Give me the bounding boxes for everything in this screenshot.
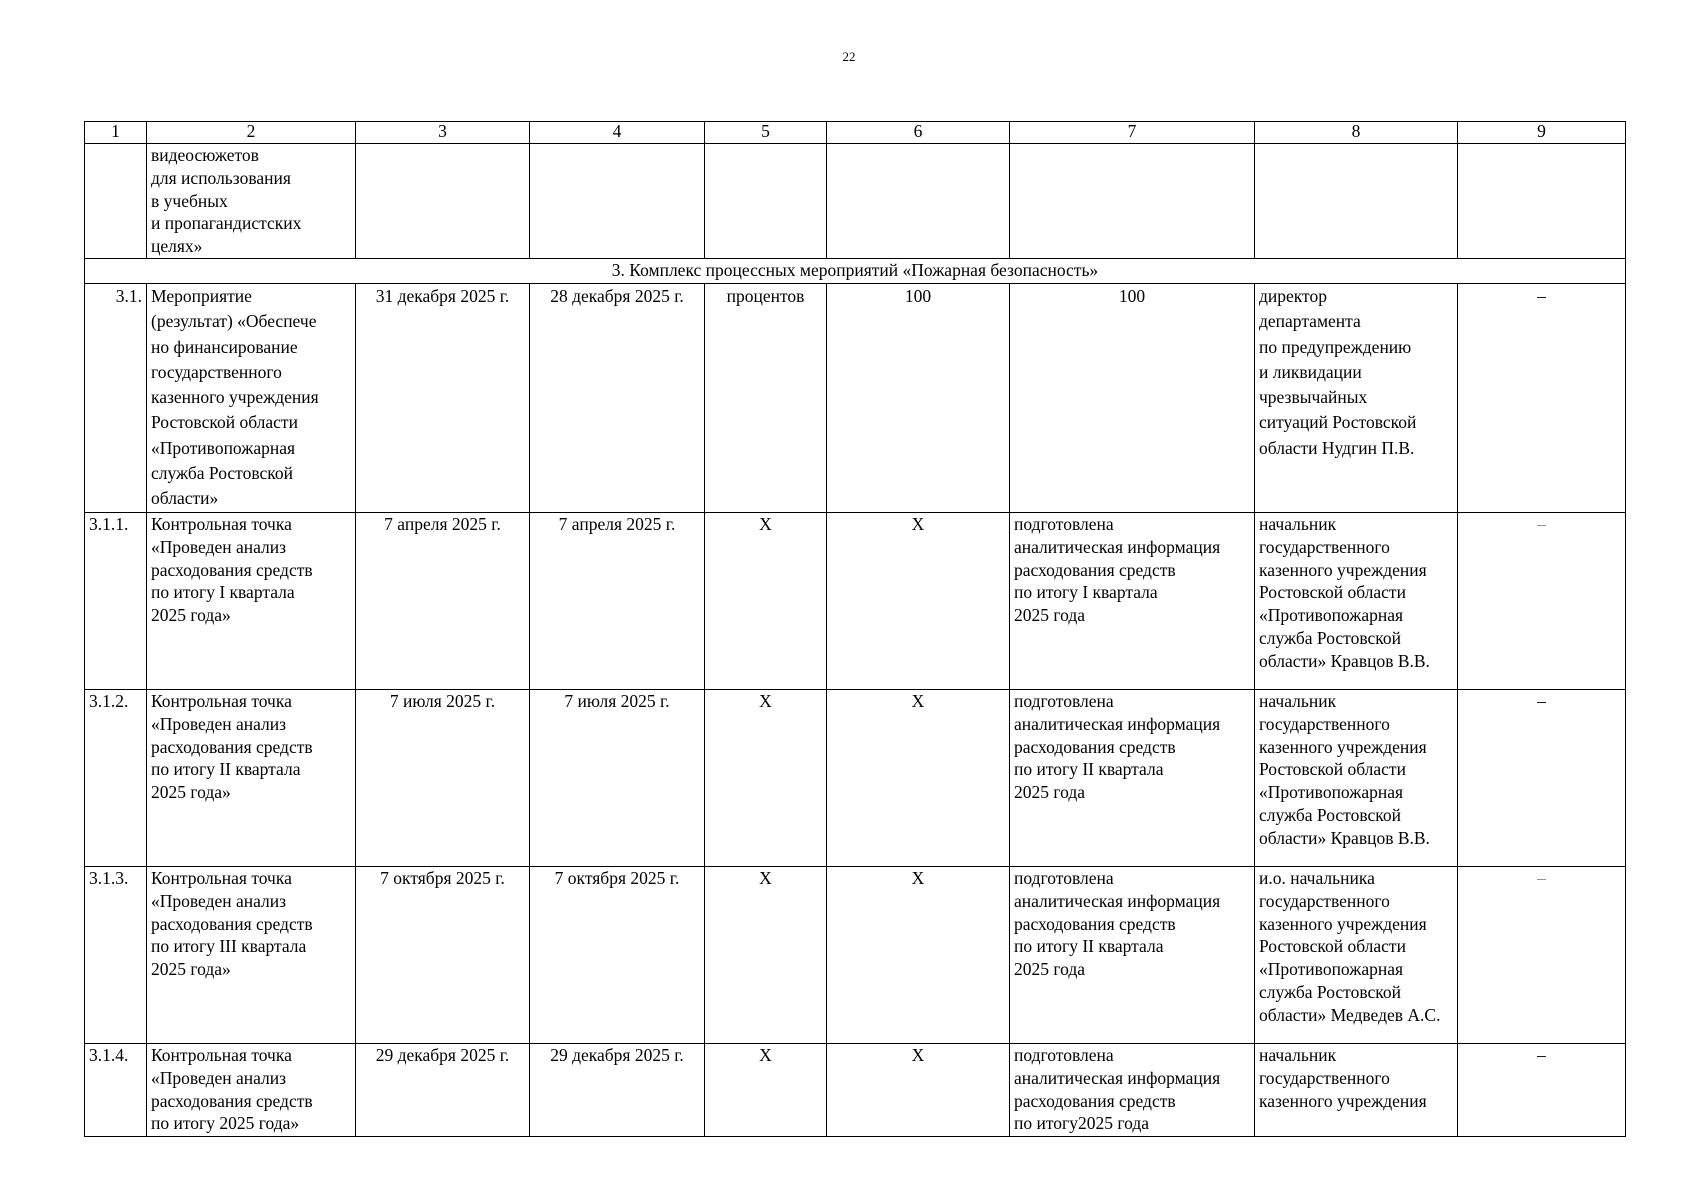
cell-date-plan: 7 апреля 2025 г. [356, 513, 530, 690]
cell-value-fact: подготовлена аналитическая информация расходования средств по итогу II квартала 2025 года [1010, 690, 1255, 867]
cell-unit: X [705, 867, 827, 1044]
column-number: 6 [827, 122, 1010, 144]
cell-note: – [1458, 867, 1626, 1044]
cell-name: видеосюжетов для использования в учебных и пропагандистских целях» [147, 144, 356, 259]
cell-value-fact: подготовлена аналитическая информация расходования средств по итогу2025 года [1010, 1044, 1255, 1137]
table-row [85, 513, 1626, 690]
cell-value-fact [1010, 144, 1255, 259]
cell-date-fact: 7 апреля 2025 г. [530, 513, 705, 690]
column-number: 7 [1010, 122, 1255, 144]
cell-responsible: директор департамента по предупреждению и ликвидации чрезвычайных ситуаций Ростовской области Нудгин П.В. [1255, 284, 1458, 513]
cell-name: Контрольная точка «Проведен анализ расходования средств по итогу II квартала 2025 года» [147, 690, 356, 867]
cell-value-plan: X [827, 690, 1010, 867]
cell-num: 3.1. [85, 284, 147, 513]
table-row [85, 690, 1626, 867]
cell-num: 3.1.4. [85, 1044, 147, 1137]
cell-value-plan: X [827, 867, 1010, 1044]
section-title: 3. Комплекс процессных мероприятий «Пожарная безопасность» [85, 259, 1626, 284]
cell-date-plan: 31 декабря 2025 г. [356, 284, 530, 513]
cell-responsible: начальник государственного казенного учреждения Ростовской области «Противопожарная служба Ростовской области» Кравцов В.В. [1255, 513, 1458, 690]
column-number: 8 [1255, 122, 1458, 144]
cell-unit [705, 144, 827, 259]
cell-name: Контрольная точка «Проведен анализ расходования средств по итогу III квартала 2025 года» [147, 867, 356, 1044]
cell-note: – [1458, 284, 1626, 513]
cell-num [85, 144, 147, 259]
cell-date-fact [530, 144, 705, 259]
cell-value-fact: 100 [1010, 284, 1255, 513]
cell-date-plan: 7 июля 2025 г. [356, 690, 530, 867]
cell-num: 3.1.2. [85, 690, 147, 867]
cell-date-fact: 7 октября 2025 г. [530, 867, 705, 1044]
page-number: 22 [842, 49, 856, 64]
plan-table [84, 121, 1626, 1137]
continuation-row [85, 144, 1626, 259]
section-row [85, 259, 1626, 284]
column-number: 4 [530, 122, 705, 144]
cell-unit: процентов [705, 284, 827, 513]
cell-name: Мероприятие (результат) «Обеспече но финансирование государственного казенного учреждения Ростовской области «Противопожарная служба Ростовской области» [147, 284, 356, 513]
cell-value-plan: 100 [827, 284, 1010, 513]
cell-value-fact: подготовлена аналитическая информация расходования средств по итогу I квартала 2025 года [1010, 513, 1255, 690]
cell-unit: X [705, 690, 827, 867]
cell-unit: X [705, 1044, 827, 1137]
cell-note: – [1458, 690, 1626, 867]
cell-date-fact: 7 июля 2025 г. [530, 690, 705, 867]
cell-note [1458, 144, 1626, 259]
cell-date-fact: 28 декабря 2025 г. [530, 284, 705, 513]
cell-value-plan: X [827, 513, 1010, 690]
cell-responsible: начальник государственного казенного учреждения [1255, 1044, 1458, 1137]
cell-value-plan: X [827, 1044, 1010, 1137]
cell-date-plan [356, 144, 530, 259]
column-number-row [85, 122, 1626, 144]
column-number: 3 [356, 122, 530, 144]
table-row [85, 284, 1626, 513]
cell-responsible: и.о. начальника государственного казенного учреждения Ростовской области «Противопожарная служба Ростовской области» Медведев А.С. [1255, 867, 1458, 1044]
table-row [85, 867, 1626, 1044]
cell-unit: X [705, 513, 827, 690]
column-number: 2 [147, 122, 356, 144]
column-number: 9 [1458, 122, 1626, 144]
cell-responsible [1255, 144, 1458, 259]
column-number: 1 [85, 122, 147, 144]
cell-name: Контрольная точка «Проведен анализ расходования средств по итогу 2025 года» [147, 1044, 356, 1137]
cell-num: 3.1.3. [85, 867, 147, 1044]
column-number: 5 [705, 122, 827, 144]
cell-date-plan: 7 октября 2025 г. [356, 867, 530, 1044]
cell-date-plan: 29 декабря 2025 г. [356, 1044, 530, 1137]
cell-name: Контрольная точка «Проведен анализ расходования средств по итогу I квартала 2025 года» [147, 513, 356, 690]
cell-date-fact: 29 декабря 2025 г. [530, 1044, 705, 1137]
cell-responsible: начальник государственного казенного учреждения Ростовской области «Противопожарная служба Ростовской области» Кравцов В.В. [1255, 690, 1458, 867]
cell-note: – [1458, 513, 1626, 690]
cell-note: – [1458, 1044, 1626, 1137]
cell-num: 3.1.1. [85, 513, 147, 690]
table-row [85, 1044, 1626, 1137]
cell-value-fact: подготовлена аналитическая информация расходования средств по итогу II квартала 2025 года [1010, 867, 1255, 1044]
cell-value-plan [827, 144, 1010, 259]
